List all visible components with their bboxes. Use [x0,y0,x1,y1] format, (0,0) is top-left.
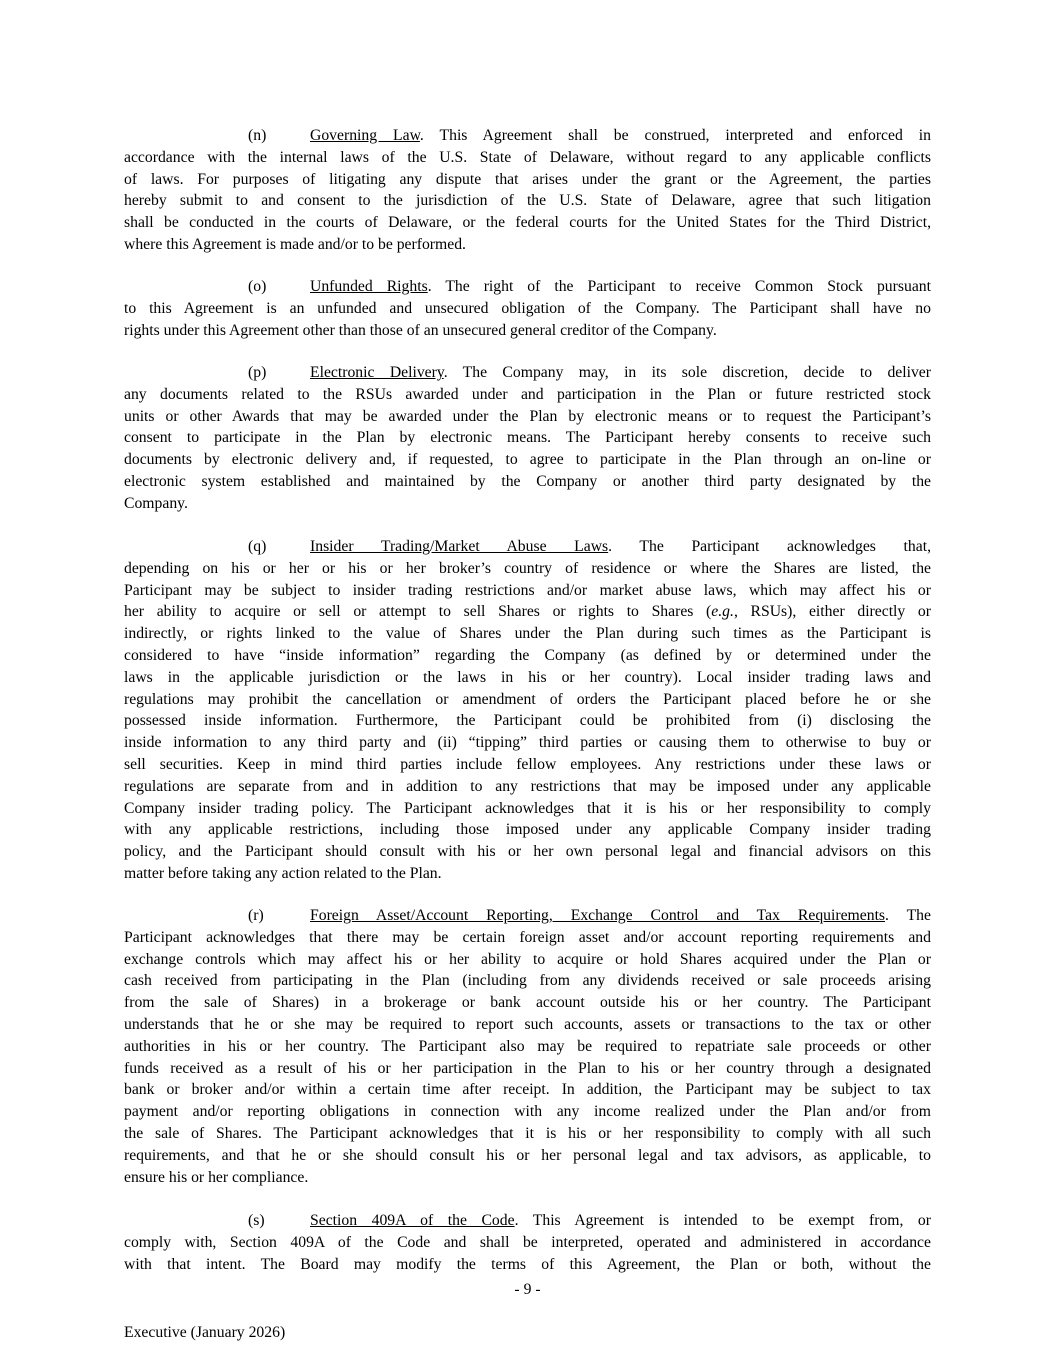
section-paragraph [124,125,931,256]
paragraph-first-line [124,125,931,147]
paragraph-text: , RSUs), either directly or [733,603,931,621]
paragraph-line: Participant acknowledges that there may be certain foreign asset and/or account reporting requirements and [124,928,931,946]
paragraph-line: rights under this Agreement other than those of an unsecured general creditor of the Company. [124,321,717,339]
paragraph-line: payment and/or reporting obligations in connection with any income realized under the Plan and/or from [124,1103,931,1121]
paragraph-line: ensure his or her compliance. [124,1168,309,1186]
paragraph-line: documents by electronic delivery and, if requested, to agree to participate in the Plan through an on-line or [124,451,931,469]
paragraph-line: depending on his or her or his or her broker’s country of residence or where the Shares are listed, the [124,559,931,577]
section-marker: (o) [248,278,267,295]
paragraph-line: comply with, Section 409A of the Code and shall be interpreted, operated and administered in accordance [124,1233,931,1251]
paragraph-text: . The right of the Participant to receive Common Stock pursuant [427,278,931,295]
paragraph-line: matter before taking any action related to the Plan. [124,864,442,882]
paragraph-line: Company insider trading policy. The Participant acknowledges that it is his or her responsibility to comply [124,799,931,817]
footer-text: Executive (January 2026) [124,1324,286,1341]
paragraph-line [124,601,931,623]
paragraph-line: indirectly, or rights linked to the value of Shares under the Plan during such times as the Participant is [124,625,931,643]
section-marker: (s) [248,1212,265,1229]
section-heading: Unfunded Rights [310,278,428,295]
paragraph-line: of laws. For purposes of litigating any dispute that arises under the grant or the Agreement, the parties [124,170,931,188]
paragraph-line: regulations are separate from and in addition to any restrictions that may be imposed under any applicable [124,777,931,795]
paragraph-text: her ability to acquire or sell or attempt to sell Shares or rights to Shares ( [124,603,712,621]
paragraph-line: understands that he or she may be required to report such accounts, assets or transactions to the tax or other [124,1015,931,1033]
paragraph-line: Company. [124,494,188,512]
paragraph-text: . The Company may, in its sole discretion, decide to deliver [443,364,931,381]
paragraph-line: considered to have “inside information” regarding the Company (as defined by or determined under the [124,646,931,664]
section-marker: (n) [248,127,267,144]
paragraph-line: shall be conducted in the courts of Delaware, or the federal courts for the United States for the Third District, [124,214,931,232]
section-marker: (p) [248,364,267,381]
paragraph-text: . This Agreement shall be construed, interpreted and enforced in [419,127,931,144]
section-paragraph [124,536,931,885]
paragraph-line: with that intent. The Board may modify the terms of this Agreement, the Plan or both, without the [124,1255,931,1273]
paragraph-line: from the sale of Shares) in a brokerage or bank account outside his or her country. The Participant [124,994,931,1012]
paragraph-text: . The Participant acknowledges that, [608,538,931,555]
paragraph-line: funds received as a result of his or her participation in the Plan to his or her country through a designated [124,1059,931,1077]
paragraph-line: authorities in his or her country. The Participant also may be required to repatriate sale proceeds or other [124,1037,931,1055]
section-paragraph [124,276,931,341]
paragraph-line: possessed inside information. Furthermore, the Participant could be prohibited from (i) disclosing the [124,712,931,730]
paragraph-line: hereby submit to and consent to the jurisdiction of the U.S. State of Delaware, agree that such litigation [124,192,931,210]
paragraph-line: laws in the applicable jurisdiction or the laws in his or her country). Local insider trading laws and [124,668,931,686]
italic-text: e.g. [711,603,734,621]
paragraph-line: with any applicable restrictions, including those imposed under any applicable Company insider trading [124,821,931,839]
paragraph-first-line [124,276,931,298]
paragraph-first-line [124,362,931,384]
section-paragraph [124,1210,931,1275]
paragraph-line: cash received from participating in the Plan (including from any dividends received or sale proceeds arising [124,972,931,990]
section-heading: Insider Trading/Market Abuse Laws [310,538,609,555]
paragraph-line: policy, and the Participant should consult with his or her own personal legal and financial advisors on this [124,843,931,861]
section-paragraph [124,905,931,1188]
paragraph-line: electronic system established and maintained by the Company or another third party designated by the [124,472,931,490]
paragraph-line: where this Agreement is made and/or to be performed. [124,235,466,253]
paragraph-line: consent to participate in the Plan by electronic means. The Participant hereby consents to receive such [124,429,931,447]
page-number: - 9 - [514,1281,541,1298]
paragraph-line: accordance with the internal laws of the U.S. State of Delaware, without regard to any applicable conflicts [124,148,931,166]
paragraph-line: units or other Awards that may be awarded under the Plan by electronic means or to request the Participant’s [124,407,931,425]
section-heading: Governing Law [310,127,420,144]
paragraph-line: any documents related to the RSUs awarded under and participation in the Plan or future restricted stock [124,385,931,403]
section-heading: Electronic Delivery [310,364,444,381]
paragraph-first-line [124,905,931,927]
paragraph-line: to this Agreement is an unfunded and unsecured obligation of the Company. The Participant shall have no [124,299,931,317]
paragraph-line: exchange controls which may affect his or her ability to acquire or hold Shares acquired under the Plan or [124,950,931,968]
section-heading: Section 409A of the Code [310,1212,515,1229]
paragraph-line: bank or broker and/or within a certain time after receipt. In addition, the Participant may be subject to tax [124,1081,931,1099]
section-heading: Foreign Asset/Account Reporting, Exchange Control and Tax Requirements [310,907,886,924]
section-paragraph [124,362,931,515]
paragraph-text: . This Agreement is intended to be exempt from, or [514,1212,931,1229]
paragraph-line: requirements, and that he or she should consult his or her personal legal and tax advisors, as applicable, to [124,1146,931,1164]
paragraph-line: sell securities. Keep in mind third parties include fellow employees. Any restrictions under these laws or [124,755,931,773]
paragraph-line: Participant may be subject to insider trading restrictions and/or market abuse laws, which may affect his or [124,581,931,599]
paragraph-line: the sale of Shares. The Participant acknowledges that it is his or her responsibility to comply with all such [124,1124,931,1142]
paragraph-line: inside information to any third party and (ii) “tipping” third parties or causing them to otherwise to buy or [124,734,931,752]
paragraph-first-line [124,1210,931,1232]
section-marker: (q) [248,538,267,555]
paragraph-first-line [124,536,931,558]
paragraph-line: regulations may prohibit the cancellation or amendment of orders the Participant placed before he or she [124,690,931,708]
paragraph-text: . The [885,907,931,924]
section-marker: (r) [248,907,264,924]
